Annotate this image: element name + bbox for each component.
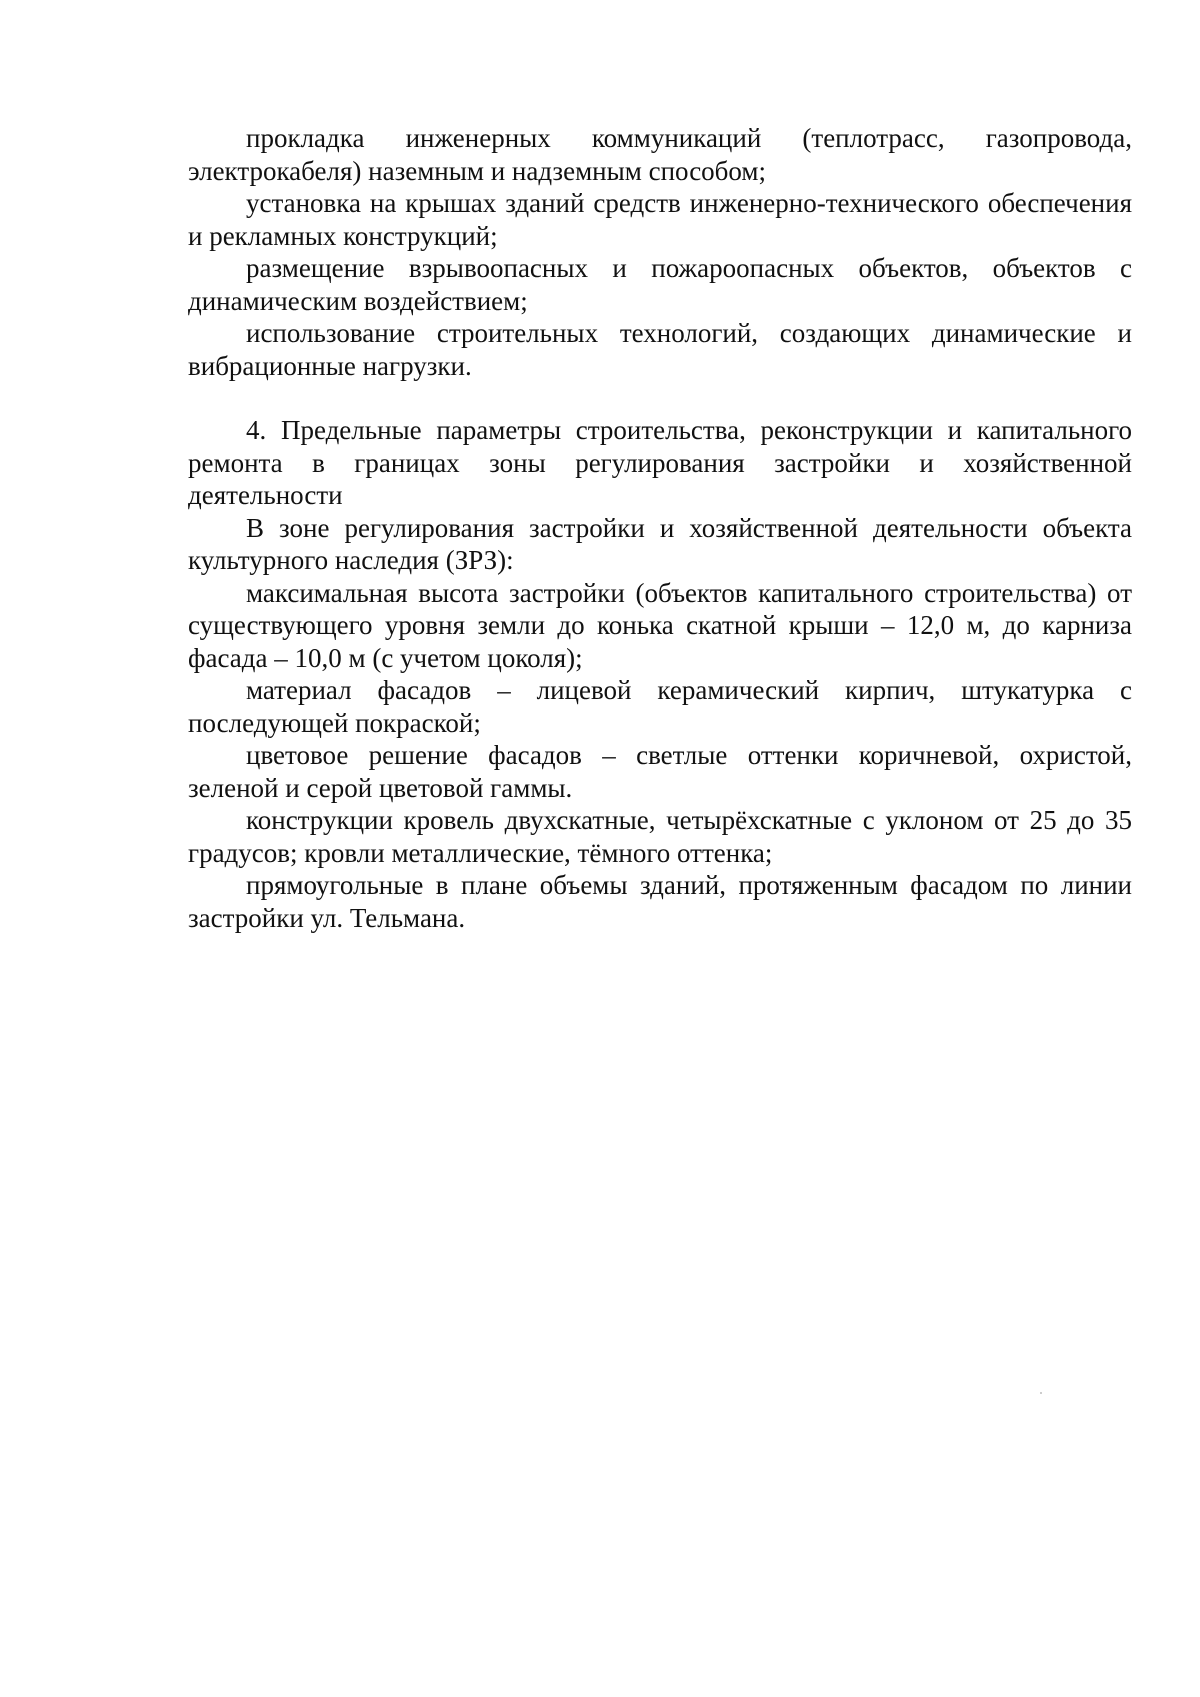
- paragraph-facade-color: цветовое решение фасадов – светлые оттенки коричневой, охристой, зеленой и серой цветовой гаммы.: [188, 740, 1132, 803]
- paragraph-facade-material: материал фасадов – лицевой керамический кирпич, штукатурка с последующей покраской;: [188, 675, 1132, 738]
- section-heading-4: 4. Предельные параметры строительства, реконструкции и капитального ремонта в границах зоны регулирования застройки и хозяйственной деятельности: [188, 415, 1132, 510]
- paragraph-roof-equipment: установка на крышах зданий средств инженерно-технического обеспечения и рекламных конструкций;: [188, 188, 1132, 251]
- paragraph-hazardous-objects: размещение взрывоопасных и пожароопасных объектов, объектов с динамическим воздействием;: [188, 253, 1132, 316]
- paragraph-zrz-intro: В зоне регулирования застройки и хозяйственной деятельности объекта культурного наследия (ЗРЗ):: [188, 512, 1132, 575]
- paragraph-construction-technologies: использование строительных технологий, создающих динамические и вибрационные нагрузки.: [188, 318, 1132, 381]
- scan-speck: [1040, 1392, 1042, 1394]
- paragraph-max-height: максимальная высота застройки (объектов капитального строительства) от существующего уровня земли до конька скатной крыши – 12,0 м, до карниза фасада – 10,0 м (с учетом цоколя);: [188, 577, 1132, 673]
- paragraph-building-volumes: прямоугольные в плане объемы зданий, протяженным фасадом по линии застройки ул. Тельмана.: [188, 870, 1132, 933]
- paragraph-roof-construction: конструкции кровель двухскатные, четырёхскатные с уклоном от 25 до 35 градусов; кровли металлические, тёмного оттенка;: [188, 805, 1132, 868]
- document-body: [188, 122, 1132, 934]
- paragraph-utility-lines: прокладка инженерных коммуникаций (теплотрасс, газопровода, электрокабеля) наземным и надземным способом;: [188, 123, 1132, 186]
